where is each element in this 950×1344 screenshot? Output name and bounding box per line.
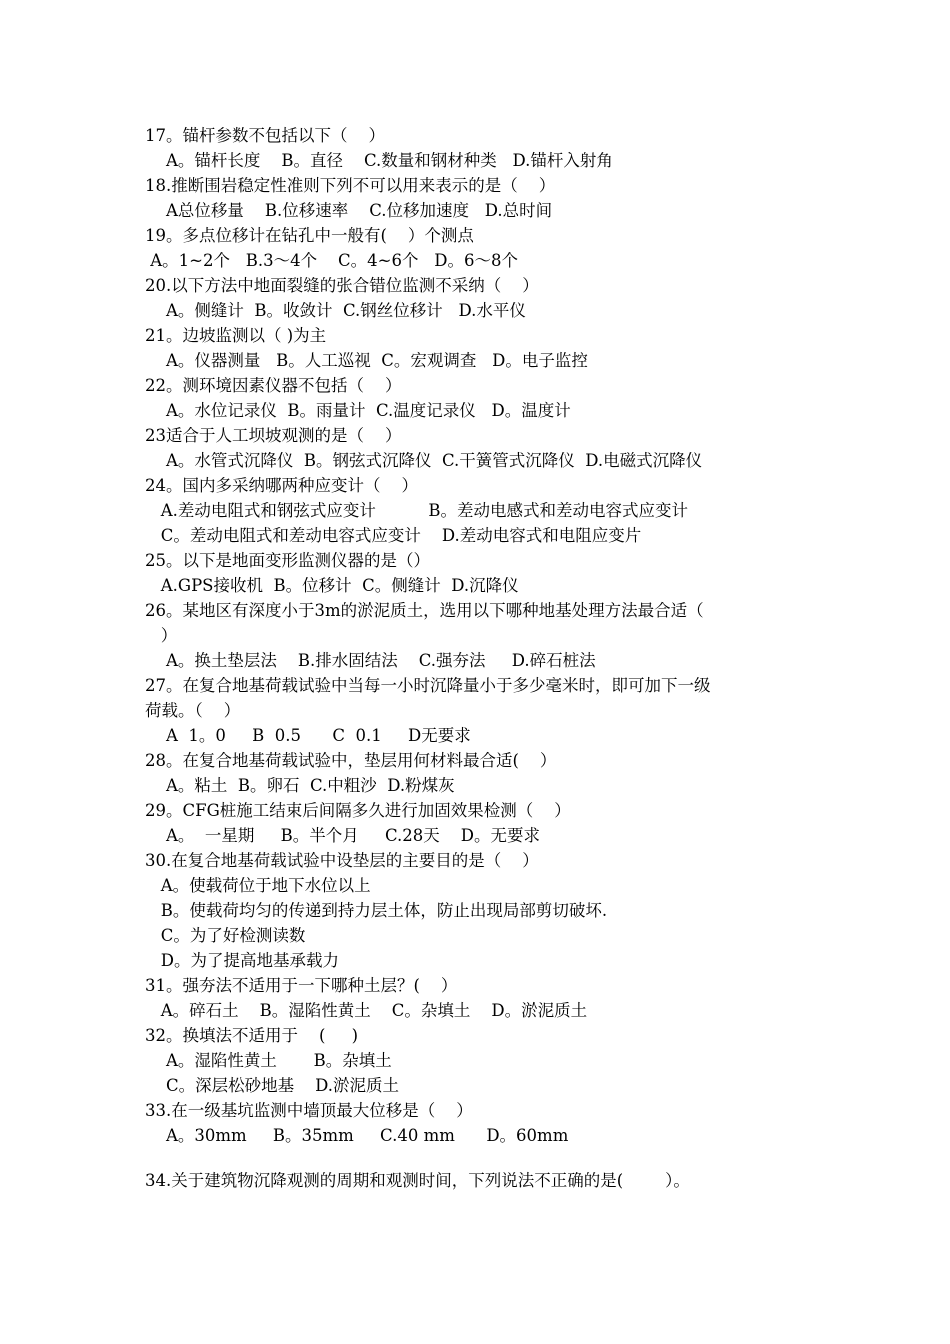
question-20-options: A。侧缝计 B。收敛计 C.钢丝位移计 D.水平仪 xyxy=(145,301,526,320)
question-27-continued: 荷载。（ ） xyxy=(145,701,241,720)
question-21-options: A。仪器测量 B。人工巡视 C。宏观调查 D。电子监控 xyxy=(145,351,588,370)
question-24: 24。国内多采纳哪两种应变计（ ） xyxy=(145,476,418,495)
question-31: 31。强夯法不适用于一下哪种土层？( ） xyxy=(145,976,458,995)
question-31-options: A。碎石土 B。湿陷性黄土 C。杂填土 D。淤泥质土 xyxy=(145,1001,588,1020)
question-26-continued: ） xyxy=(145,626,178,645)
question-21: 21。边坡监测以（ )为主 xyxy=(145,326,327,345)
question-32-options-ab: A。湿陷性黄土 B。杂填土 xyxy=(145,1051,392,1070)
question-27-options: A 1。0 B 0.5 C 0.1 D无要求 xyxy=(145,726,471,745)
question-18-options: A总位移量 B.位移速率 C.位移加速度 D.总时间 xyxy=(145,201,553,220)
question-24-options-cd: C。差动电阻式和差动电容式应变计 D.差动电容式和电阻应变片 xyxy=(145,526,642,545)
question-28-options: A。粘土 B。卵石 C.中粗沙 D.粉煤灰 xyxy=(145,776,455,795)
question-20: 20.以下方法中地面裂缝的张合错位监测不采纳（ ） xyxy=(145,276,539,295)
question-22-options: A。水位记录仪 B。雨量计 C.温度记录仪 D。温度计 xyxy=(145,401,571,420)
question-28: 28。在复合地基荷载试验中，垫层用何材料最合适( ） xyxy=(145,751,557,770)
question-19-options: A。1~2个 B.3～4个 C。4~6个 D。6～8个 xyxy=(145,251,518,270)
question-33-options: A。30mm B。35mm C.40 mm D。60mm xyxy=(145,1126,569,1145)
question-30-option-b: B。使载荷均匀的传递到持力层土体，防止出现局部剪切破坏. xyxy=(145,901,608,920)
question-27: 27。在复合地基荷载试验中当每一小时沉降量小于多少毫米时，即可加下一级 xyxy=(145,676,711,695)
question-23-options: A。水管式沉降仪 B。钢弦式沉降仪 C.干簧管式沉降仪 D.电磁式沉降仪 xyxy=(145,451,703,470)
question-17-options: A。锚杆长度 B。直径 C.数量和钢材种类 D.锚杆入射角 xyxy=(145,151,613,170)
question-26-options: A。换土垫层法 B.排水固结法 C.强夯法 D.碎石桩法 xyxy=(145,651,596,670)
question-19: 19。多点位移计在钻孔中一般有( ）个测点 xyxy=(145,226,474,245)
question-33: 33.在一级基坑监测中墙顶最大位移是（ ） xyxy=(145,1101,473,1120)
question-24-options-ab: A.差动电阻式和钢弦式应变计 B。差动电感式和差动电容式应变计 xyxy=(145,501,688,520)
question-23: 23适合于人工坝坡观测的是（ ） xyxy=(145,426,402,445)
question-32-options-cd: C。深层松砂地基 D.淤泥质土 xyxy=(145,1076,399,1095)
question-29-options: A。 一星期 B。半个月 C.28天 D。无要求 xyxy=(145,826,540,845)
question-17: 17。锚杆参数不包括以下（ ） xyxy=(145,126,385,145)
question-32: 32。换填法不适用于 ( ) xyxy=(145,1026,359,1045)
question-25: 25。以下是地面变形监测仪器的是（） xyxy=(145,551,430,570)
question-30: 30.在复合地基荷载试验中设垫层的主要目的是（ ） xyxy=(145,851,539,870)
question-30-option-d: D。为了提高地基承载力 xyxy=(145,951,339,970)
question-30-option-c: C。为了好检测读数 xyxy=(145,926,306,945)
question-25-options: A.GPS接收机 B。位移计 C。侧缝计 D.沉降仪 xyxy=(145,576,519,595)
question-22: 22。测环境因素仪器不包括（ ） xyxy=(145,376,402,395)
question-29: 29。CFG桩施工结束后间隔多久进行加固效果检测（ ） xyxy=(145,801,571,820)
question-18: 18.推断围岩稳定性准则下列不可以用来表示的是（ ） xyxy=(145,176,556,195)
question-26: 26。某地区有深度小于3m的淤泥质土，选用以下哪种地基处理方法最合适（ xyxy=(145,601,704,620)
question-34: 34.关于建筑物沉降观测的周期和观测时间，下列说法不正确的是( ）。 xyxy=(145,1171,690,1190)
question-30-option-a: A。使载荷位于地下水位以上 xyxy=(145,876,371,895)
